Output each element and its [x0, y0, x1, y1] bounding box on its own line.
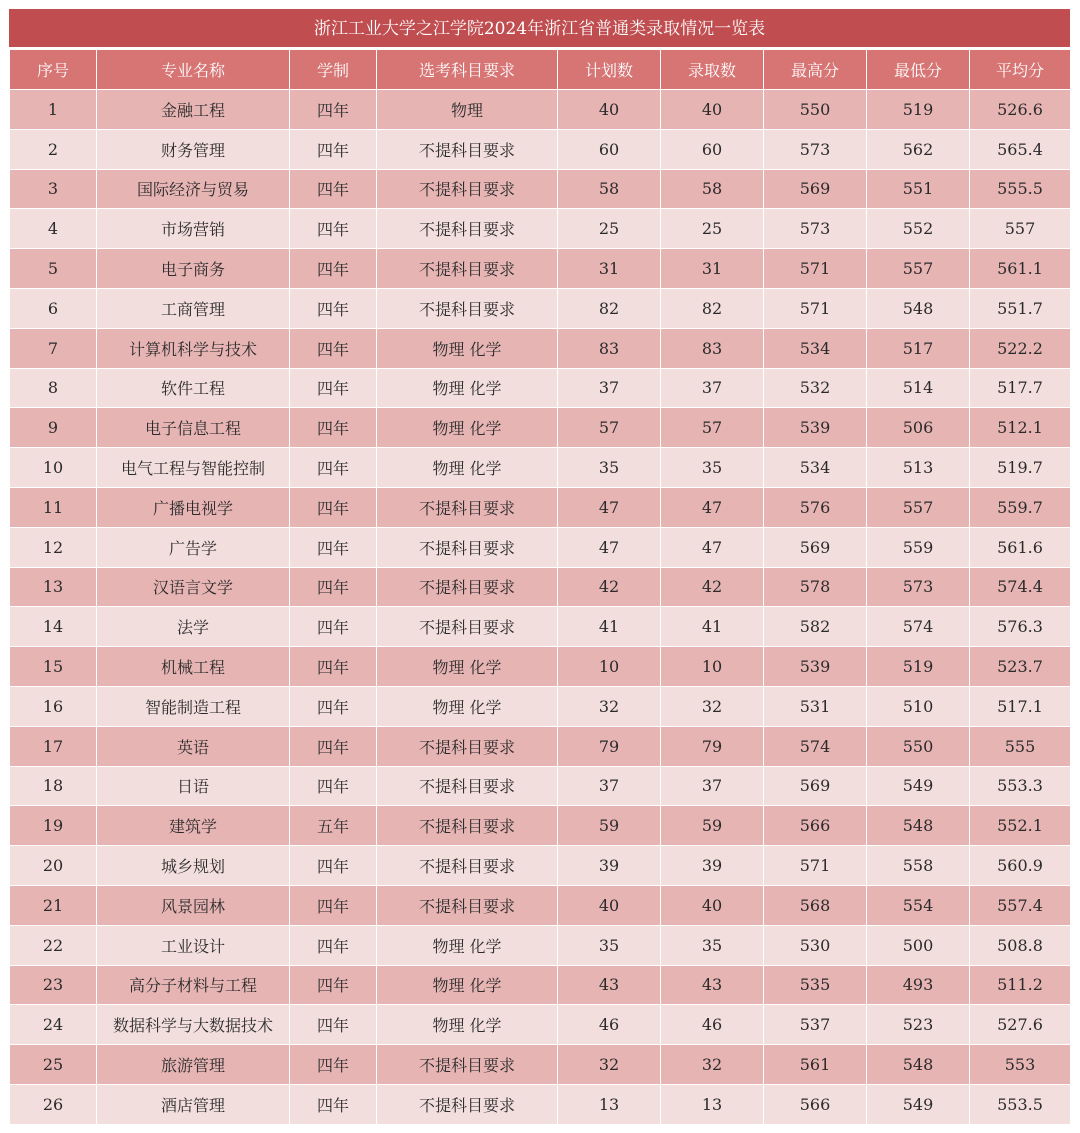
- cell-min: 552: [867, 209, 970, 249]
- cell-admitted: 31: [661, 249, 764, 289]
- cell-admitted: 25: [661, 209, 764, 249]
- cell-duration: 四年: [290, 607, 377, 647]
- cell-max: 531: [764, 686, 867, 726]
- cell-max: 539: [764, 408, 867, 448]
- cell-duration: 四年: [290, 846, 377, 886]
- cell-seq: 11: [10, 487, 97, 527]
- cell-avg: 553: [970, 1045, 1071, 1085]
- cell-seq: 20: [10, 846, 97, 886]
- cell-avg: 555.5: [970, 169, 1071, 209]
- cell-subject-req: 物理 化学: [377, 686, 558, 726]
- header-max: 最高分: [764, 50, 867, 90]
- cell-max: 571: [764, 846, 867, 886]
- cell-admitted: 59: [661, 806, 764, 846]
- cell-max: 569: [764, 169, 867, 209]
- cell-max: 569: [764, 527, 867, 567]
- cell-major: 建筑学: [97, 806, 290, 846]
- cell-avg: 574.4: [970, 567, 1071, 607]
- cell-subject-req: 不提科目要求: [377, 726, 558, 766]
- cell-avg: 553.5: [970, 1084, 1071, 1124]
- table-row: [10, 885, 1071, 925]
- header-avg: 平均分: [970, 50, 1071, 90]
- cell-duration: 四年: [290, 448, 377, 488]
- cell-duration: 四年: [290, 885, 377, 925]
- table-row: [10, 90, 1071, 130]
- cell-avg: 512.1: [970, 408, 1071, 448]
- cell-admitted: 41: [661, 607, 764, 647]
- cell-min: 549: [867, 1084, 970, 1124]
- cell-subject-req: 不提科目要求: [377, 527, 558, 567]
- cell-duration: 五年: [290, 806, 377, 846]
- cell-plan: 32: [558, 1045, 661, 1085]
- cell-duration: 四年: [290, 328, 377, 368]
- cell-min: 500: [867, 925, 970, 965]
- cell-admitted: 42: [661, 567, 764, 607]
- cell-plan: 25: [558, 209, 661, 249]
- admission-table: [9, 49, 1071, 1125]
- cell-seq: 13: [10, 567, 97, 607]
- cell-major: 酒店管理: [97, 1084, 290, 1124]
- cell-major: 日语: [97, 766, 290, 806]
- table-row: [10, 965, 1071, 1005]
- cell-plan: 35: [558, 925, 661, 965]
- cell-admitted: 60: [661, 129, 764, 169]
- cell-min: 493: [867, 965, 970, 1005]
- cell-admitted: 47: [661, 487, 764, 527]
- cell-seq: 9: [10, 408, 97, 448]
- cell-avg: 565.4: [970, 129, 1071, 169]
- cell-duration: 四年: [290, 408, 377, 448]
- cell-avg: 555: [970, 726, 1071, 766]
- cell-seq: 16: [10, 686, 97, 726]
- cell-plan: 83: [558, 328, 661, 368]
- cell-plan: 42: [558, 567, 661, 607]
- cell-min: 519: [867, 647, 970, 687]
- table-row: [10, 726, 1071, 766]
- cell-max: 573: [764, 209, 867, 249]
- cell-admitted: 57: [661, 408, 764, 448]
- cell-major: 工业设计: [97, 925, 290, 965]
- cell-duration: 四年: [290, 965, 377, 1005]
- cell-major: 机械工程: [97, 647, 290, 687]
- cell-major: 旅游管理: [97, 1045, 290, 1085]
- cell-seq: 22: [10, 925, 97, 965]
- cell-avg: 561.6: [970, 527, 1071, 567]
- cell-subject-req: 不提科目要求: [377, 766, 558, 806]
- cell-plan: 58: [558, 169, 661, 209]
- cell-avg: 551.7: [970, 288, 1071, 328]
- cell-seq: 19: [10, 806, 97, 846]
- cell-seq: 8: [10, 368, 97, 408]
- cell-admitted: 35: [661, 925, 764, 965]
- cell-duration: 四年: [290, 1045, 377, 1085]
- cell-admitted: 35: [661, 448, 764, 488]
- cell-major: 广告学: [97, 527, 290, 567]
- cell-avg: 560.9: [970, 846, 1071, 886]
- table-row: [10, 1005, 1071, 1045]
- cell-subject-req: 物理 化学: [377, 448, 558, 488]
- cell-duration: 四年: [290, 129, 377, 169]
- cell-subject-req: 物理 化学: [377, 408, 558, 448]
- cell-duration: 四年: [290, 90, 377, 130]
- table-row: [10, 527, 1071, 567]
- cell-max: 582: [764, 607, 867, 647]
- cell-plan: 41: [558, 607, 661, 647]
- cell-admitted: 82: [661, 288, 764, 328]
- table-row: [10, 368, 1071, 408]
- cell-max: 530: [764, 925, 867, 965]
- cell-admitted: 40: [661, 90, 764, 130]
- cell-subject-req: 不提科目要求: [377, 1045, 558, 1085]
- cell-seq: 17: [10, 726, 97, 766]
- cell-subject-req: 不提科目要求: [377, 885, 558, 925]
- cell-duration: 四年: [290, 686, 377, 726]
- cell-min: 562: [867, 129, 970, 169]
- cell-admitted: 83: [661, 328, 764, 368]
- cell-avg: 553.3: [970, 766, 1071, 806]
- cell-duration: 四年: [290, 1005, 377, 1045]
- cell-avg: 508.8: [970, 925, 1071, 965]
- cell-seq: 7: [10, 328, 97, 368]
- cell-min: 513: [867, 448, 970, 488]
- cell-plan: 79: [558, 726, 661, 766]
- header-seq: 序号: [10, 50, 97, 90]
- cell-plan: 57: [558, 408, 661, 448]
- cell-subject-req: 不提科目要求: [377, 607, 558, 647]
- cell-max: 539: [764, 647, 867, 687]
- cell-avg: 522.2: [970, 328, 1071, 368]
- cell-seq: 26: [10, 1084, 97, 1124]
- cell-max: 578: [764, 567, 867, 607]
- table-row: [10, 846, 1071, 886]
- cell-plan: 31: [558, 249, 661, 289]
- cell-max: 561: [764, 1045, 867, 1085]
- table-row: [10, 607, 1071, 647]
- cell-major: 国际经济与贸易: [97, 169, 290, 209]
- cell-max: 566: [764, 1084, 867, 1124]
- cell-max: 568: [764, 885, 867, 925]
- table-row: [10, 647, 1071, 687]
- cell-major: 电气工程与智能控制: [97, 448, 290, 488]
- cell-seq: 2: [10, 129, 97, 169]
- cell-seq: 14: [10, 607, 97, 647]
- table-row: [10, 408, 1071, 448]
- cell-seq: 18: [10, 766, 97, 806]
- cell-plan: 59: [558, 806, 661, 846]
- cell-admitted: 79: [661, 726, 764, 766]
- cell-avg: 557.4: [970, 885, 1071, 925]
- cell-plan: 37: [558, 766, 661, 806]
- table-row: [10, 686, 1071, 726]
- cell-admitted: 39: [661, 846, 764, 886]
- cell-subject-req: 物理 化学: [377, 647, 558, 687]
- cell-plan: 37: [558, 368, 661, 408]
- cell-max: 573: [764, 129, 867, 169]
- cell-seq: 15: [10, 647, 97, 687]
- cell-duration: 四年: [290, 169, 377, 209]
- cell-subject-req: 不提科目要求: [377, 209, 558, 249]
- table-row: [10, 1045, 1071, 1085]
- cell-admitted: 37: [661, 368, 764, 408]
- cell-major: 财务管理: [97, 129, 290, 169]
- cell-plan: 39: [558, 846, 661, 886]
- cell-min: 573: [867, 567, 970, 607]
- table-row: [10, 209, 1071, 249]
- cell-duration: 四年: [290, 487, 377, 527]
- cell-subject-req: 不提科目要求: [377, 487, 558, 527]
- cell-max: 534: [764, 328, 867, 368]
- header-plan: 计划数: [558, 50, 661, 90]
- cell-major: 高分子材料与工程: [97, 965, 290, 1005]
- cell-avg: 519.7: [970, 448, 1071, 488]
- cell-major: 电子商务: [97, 249, 290, 289]
- cell-min: 548: [867, 806, 970, 846]
- cell-plan: 10: [558, 647, 661, 687]
- table-row: [10, 1084, 1071, 1124]
- cell-major: 电子信息工程: [97, 408, 290, 448]
- cell-avg: 526.6: [970, 90, 1071, 130]
- cell-duration: 四年: [290, 567, 377, 607]
- cell-max: 571: [764, 288, 867, 328]
- cell-subject-req: 物理: [377, 90, 558, 130]
- cell-seq: 3: [10, 169, 97, 209]
- cell-min: 510: [867, 686, 970, 726]
- cell-major: 城乡规划: [97, 846, 290, 886]
- cell-seq: 4: [10, 209, 97, 249]
- cell-duration: 四年: [290, 925, 377, 965]
- cell-seq: 10: [10, 448, 97, 488]
- cell-plan: 82: [558, 288, 661, 328]
- cell-seq: 6: [10, 288, 97, 328]
- cell-major: 智能制造工程: [97, 686, 290, 726]
- cell-duration: 四年: [290, 766, 377, 806]
- cell-duration: 四年: [290, 527, 377, 567]
- cell-seq: 5: [10, 249, 97, 289]
- cell-subject-req: 不提科目要求: [377, 169, 558, 209]
- cell-admitted: 32: [661, 686, 764, 726]
- cell-seq: 21: [10, 885, 97, 925]
- cell-admitted: 40: [661, 885, 764, 925]
- cell-admitted: 46: [661, 1005, 764, 1045]
- cell-seq: 25: [10, 1045, 97, 1085]
- cell-max: 535: [764, 965, 867, 1005]
- cell-min: 519: [867, 90, 970, 130]
- cell-admitted: 58: [661, 169, 764, 209]
- cell-max: 571: [764, 249, 867, 289]
- cell-subject-req: 物理 化学: [377, 965, 558, 1005]
- cell-seq: 24: [10, 1005, 97, 1045]
- cell-min: 574: [867, 607, 970, 647]
- cell-plan: 46: [558, 1005, 661, 1045]
- admission-table-sheet: [9, 9, 1070, 1125]
- cell-duration: 四年: [290, 288, 377, 328]
- cell-avg: 511.2: [970, 965, 1071, 1005]
- cell-min: 514: [867, 368, 970, 408]
- cell-major: 英语: [97, 726, 290, 766]
- cell-duration: 四年: [290, 1084, 377, 1124]
- cell-max: 550: [764, 90, 867, 130]
- cell-duration: 四年: [290, 726, 377, 766]
- header-subject-req: 选考科目要求: [377, 50, 558, 90]
- cell-min: 557: [867, 249, 970, 289]
- cell-plan: 47: [558, 527, 661, 567]
- table-row: [10, 487, 1071, 527]
- cell-duration: 四年: [290, 368, 377, 408]
- cell-plan: 60: [558, 129, 661, 169]
- cell-duration: 四年: [290, 209, 377, 249]
- header-duration: 学制: [290, 50, 377, 90]
- cell-subject-req: 不提科目要求: [377, 249, 558, 289]
- cell-admitted: 37: [661, 766, 764, 806]
- cell-admitted: 43: [661, 965, 764, 1005]
- cell-major: 软件工程: [97, 368, 290, 408]
- cell-major: 市场营销: [97, 209, 290, 249]
- cell-avg: 517.7: [970, 368, 1071, 408]
- table-row: [10, 328, 1071, 368]
- header-admitted: 录取数: [661, 50, 764, 90]
- cell-subject-req: 不提科目要求: [377, 846, 558, 886]
- cell-max: 532: [764, 368, 867, 408]
- cell-plan: 32: [558, 686, 661, 726]
- cell-min: 548: [867, 1045, 970, 1085]
- cell-max: 576: [764, 487, 867, 527]
- cell-admitted: 13: [661, 1084, 764, 1124]
- cell-subject-req: 物理 化学: [377, 368, 558, 408]
- cell-max: 574: [764, 726, 867, 766]
- cell-avg: 559.7: [970, 487, 1071, 527]
- cell-min: 551: [867, 169, 970, 209]
- table-row: [10, 129, 1071, 169]
- cell-seq: 1: [10, 90, 97, 130]
- cell-plan: 40: [558, 90, 661, 130]
- table-row: [10, 925, 1071, 965]
- cell-max: 537: [764, 1005, 867, 1045]
- cell-admitted: 47: [661, 527, 764, 567]
- cell-min: 558: [867, 846, 970, 886]
- cell-avg: 576.3: [970, 607, 1071, 647]
- cell-major: 汉语言文学: [97, 567, 290, 607]
- cell-min: 548: [867, 288, 970, 328]
- cell-seq: 12: [10, 527, 97, 567]
- cell-min: 550: [867, 726, 970, 766]
- cell-subject-req: 物理 化学: [377, 925, 558, 965]
- cell-major: 风景园林: [97, 885, 290, 925]
- cell-subject-req: 不提科目要求: [377, 129, 558, 169]
- cell-subject-req: 不提科目要求: [377, 1084, 558, 1124]
- cell-min: 557: [867, 487, 970, 527]
- table-row: [10, 288, 1071, 328]
- cell-min: 517: [867, 328, 970, 368]
- cell-min: 549: [867, 766, 970, 806]
- table-row: [10, 567, 1071, 607]
- cell-avg: 557: [970, 209, 1071, 249]
- cell-avg: 523.7: [970, 647, 1071, 687]
- cell-subject-req: 物理 化学: [377, 1005, 558, 1045]
- cell-admitted: 32: [661, 1045, 764, 1085]
- cell-avg: 552.1: [970, 806, 1071, 846]
- table-body: [10, 90, 1071, 1125]
- header-major: 专业名称: [97, 50, 290, 90]
- cell-min: 559: [867, 527, 970, 567]
- cell-duration: 四年: [290, 249, 377, 289]
- cell-avg: 517.1: [970, 686, 1071, 726]
- table-row: [10, 766, 1071, 806]
- cell-plan: 13: [558, 1084, 661, 1124]
- cell-subject-req: 物理 化学: [377, 328, 558, 368]
- cell-min: 554: [867, 885, 970, 925]
- cell-avg: 561.1: [970, 249, 1071, 289]
- cell-seq: 23: [10, 965, 97, 1005]
- cell-min: 523: [867, 1005, 970, 1045]
- cell-duration: 四年: [290, 647, 377, 687]
- cell-subject-req: 不提科目要求: [377, 288, 558, 328]
- cell-subject-req: 不提科目要求: [377, 806, 558, 846]
- cell-subject-req: 不提科目要求: [377, 567, 558, 607]
- cell-max: 569: [764, 766, 867, 806]
- cell-admitted: 10: [661, 647, 764, 687]
- cell-major: 广播电视学: [97, 487, 290, 527]
- table-title: 浙江工业大学之江学院2024年浙江省普通类录取情况一览表: [9, 9, 1070, 49]
- cell-major: 金融工程: [97, 90, 290, 130]
- cell-max: 566: [764, 806, 867, 846]
- table-row: [10, 806, 1071, 846]
- cell-avg: 527.6: [970, 1005, 1071, 1045]
- cell-major: 法学: [97, 607, 290, 647]
- cell-min: 506: [867, 408, 970, 448]
- header-row: [10, 50, 1071, 90]
- table-row: [10, 169, 1071, 209]
- cell-plan: 47: [558, 487, 661, 527]
- cell-major: 计算机科学与技术: [97, 328, 290, 368]
- cell-major: 数据科学与大数据技术: [97, 1005, 290, 1045]
- cell-plan: 35: [558, 448, 661, 488]
- cell-max: 534: [764, 448, 867, 488]
- header-min: 最低分: [867, 50, 970, 90]
- table-row: [10, 249, 1071, 289]
- table-row: [10, 448, 1071, 488]
- cell-plan: 43: [558, 965, 661, 1005]
- cell-plan: 40: [558, 885, 661, 925]
- cell-major: 工商管理: [97, 288, 290, 328]
